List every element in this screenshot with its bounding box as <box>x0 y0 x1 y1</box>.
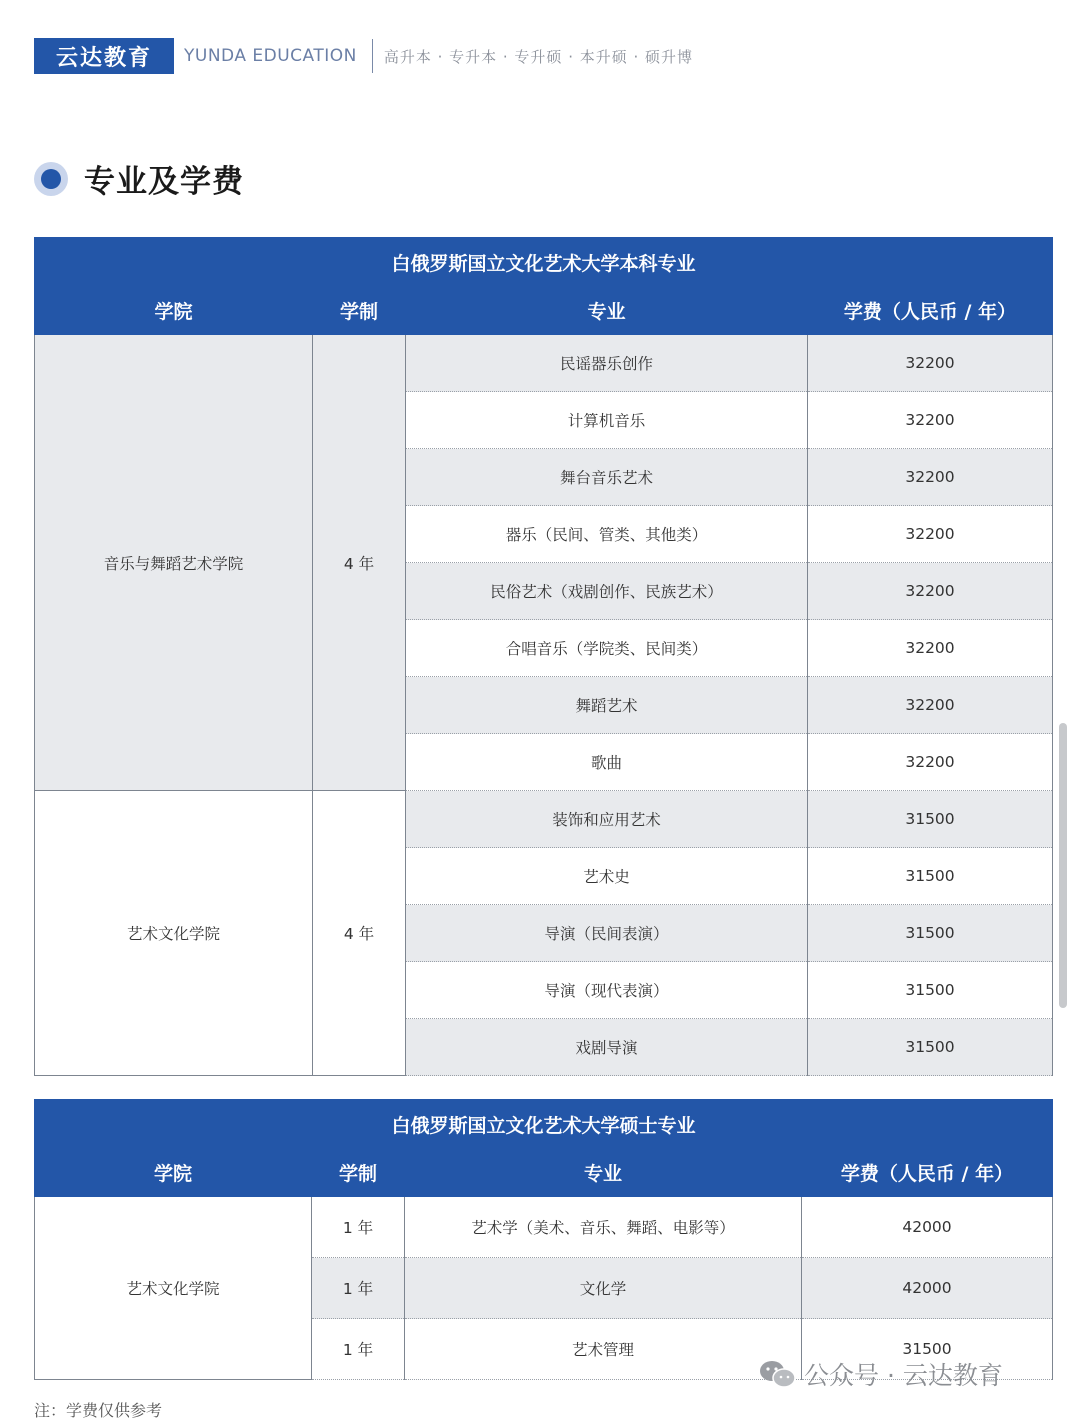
duration-cell: 1 年 <box>312 1197 405 1258</box>
column-header-major: 专业 <box>406 287 808 335</box>
major-cell: 民俗艺术（戏剧创作、民族艺术） <box>406 563 808 620</box>
column-header-duration: 学制 <box>312 1149 405 1197</box>
masters-table <box>34 1099 1053 1380</box>
fee-cell: 32200 <box>808 335 1053 392</box>
college-cell: 艺术文化学院 <box>35 1197 312 1380</box>
fee-cell: 42000 <box>802 1197 1053 1258</box>
major-cell: 导演（现代表演） <box>406 962 808 1019</box>
table-title: 白俄罗斯国立文化艺术大学本科专业 <box>35 238 1053 287</box>
duration-cell: 1 年 <box>312 1258 405 1319</box>
duration-cell: 4 年 <box>313 791 406 1076</box>
major-cell: 装饰和应用艺术 <box>406 791 808 848</box>
major-cell: 舞台音乐艺术 <box>406 449 808 506</box>
undergraduate-table <box>34 237 1053 1076</box>
major-cell: 民谣器乐创作 <box>406 335 808 392</box>
fee-cell: 32200 <box>808 677 1053 734</box>
table-title: 白俄罗斯国立文化艺术大学硕士专业 <box>35 1100 1053 1149</box>
major-cell: 歌曲 <box>406 734 808 791</box>
header-divider <box>372 39 373 73</box>
major-cell: 文化学 <box>405 1258 802 1319</box>
wechat-icon <box>758 1359 796 1389</box>
fee-cell: 31500 <box>808 962 1053 1019</box>
fee-cell: 32200 <box>808 449 1053 506</box>
column-header-major: 专业 <box>405 1149 802 1197</box>
duration-cell: 4 年 <box>313 335 406 791</box>
column-header-fee: 学费（人民币 / 年） <box>802 1149 1053 1197</box>
major-cell: 器乐（民间、管类、其他类） <box>406 506 808 563</box>
scrollbar[interactable] <box>1059 723 1067 1008</box>
watermark-text: 公众号 · 云达教育 <box>804 1361 1003 1390</box>
fee-cell: 31500 <box>802 1319 1053 1380</box>
college-cell: 艺术文化学院 <box>35 791 313 1076</box>
header <box>34 38 693 74</box>
brand-english-name: YUNDA EDUCATION <box>184 46 357 66</box>
column-header-college: 学院 <box>35 1149 312 1197</box>
fee-cell: 31500 <box>808 848 1053 905</box>
section-title: 专业及学费 <box>84 164 244 200</box>
fee-cell: 31500 <box>808 791 1053 848</box>
column-header-college: 学院 <box>35 287 313 335</box>
fee-cell: 31500 <box>808 905 1053 962</box>
major-cell: 舞蹈艺术 <box>406 677 808 734</box>
table-row <box>35 335 1053 392</box>
wechat-watermark <box>758 1356 1003 1392</box>
column-header-fee: 学费（人民币 / 年） <box>808 287 1053 335</box>
major-cell: 戏剧导演 <box>406 1019 808 1076</box>
section-heading <box>34 156 244 201</box>
duration-cell: 1 年 <box>312 1319 405 1380</box>
column-header-duration: 学制 <box>313 287 406 335</box>
major-cell: 计算机音乐 <box>406 392 808 449</box>
major-cell: 艺术学（美术、音乐、舞蹈、电影等） <box>405 1197 802 1258</box>
fee-cell: 32200 <box>808 734 1053 791</box>
major-cell: 导演（民间表演） <box>406 905 808 962</box>
fee-cell: 32200 <box>808 563 1053 620</box>
header-tagline: 高升本 · 专升本 · 专升硕 · 本升硕 · 硕升博 <box>383 47 694 66</box>
table-row <box>35 1197 1053 1258</box>
fee-cell: 32200 <box>808 392 1053 449</box>
footnote: 注：学费仅供参考 <box>34 1401 163 1420</box>
fee-cell: 31500 <box>808 1019 1053 1076</box>
fee-cell: 32200 <box>808 620 1053 677</box>
college-cell: 音乐与舞蹈艺术学院 <box>35 335 313 791</box>
major-cell: 艺术管理 <box>405 1319 802 1380</box>
fee-cell: 32200 <box>808 506 1053 563</box>
brand-logo: 云达教育 <box>34 38 174 74</box>
bullet-dot-icon <box>34 162 68 196</box>
major-cell: 合唱音乐（学院类、民间类） <box>406 620 808 677</box>
table-row <box>35 791 1053 848</box>
fee-cell: 42000 <box>802 1258 1053 1319</box>
major-cell: 艺术史 <box>406 848 808 905</box>
